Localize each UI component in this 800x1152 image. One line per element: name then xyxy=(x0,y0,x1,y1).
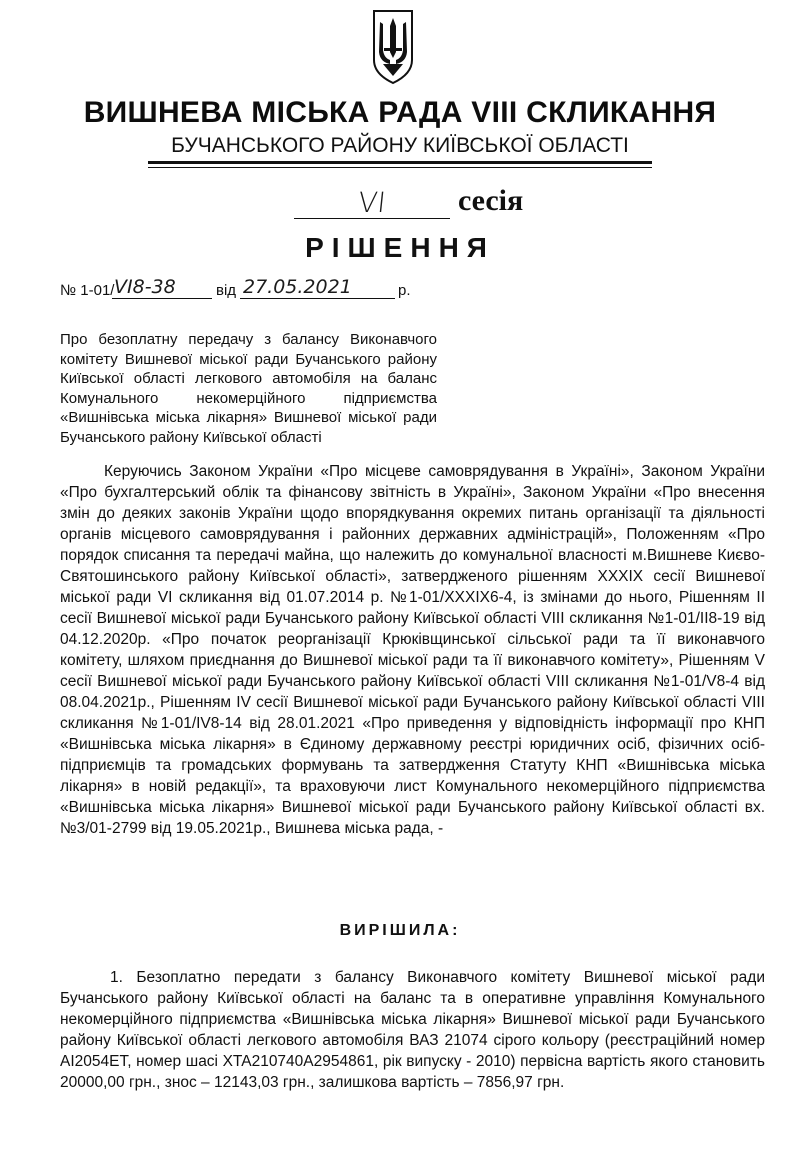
preamble-paragraph: Керуючись Законом України «Про місцеве самоврядування в Україні», Законом України «Про бухгалтерський облік та фінансову звітність в Україні», Законом України «Про внесення змін до деяких законів України щодо впорядкування окремих питань організації та діяльності органів місцевого самоврядування і районних державних адміністрацій», Положенням «Про порядок списання та передачі майна, що належить до комунальної власності м.Вишневе Києво-Святошинського району Київської області», затвердженого рішенням XXXIX сесії Вишневої міської ради VI скликання від 01.07.2014 р. №1-01/XXXIX6-4, із змінами до нього, Рішенням II сесії Вишневої міської ради Бучанського району Київської області VIII скликання №1-01/II8-19 від 04.12.2020р. «Про початок реорганізації Крюківщинської сільської ради та її виконавчого комітету, шляхом приєднання до Вишневої міської ради та її виконавчого комітету», Рішенням V сесії Вишневої міської ради Бучанського району Київської області VIII скликання №1-01/V8-4 від 08.04.2021р., Рішенням IV сесії Вишневої міської ради Бучанського району Київської області VIII скликання №1-01/IV8-14 від 28.01.2021 «Про приведення у відповідність інформації про КНП «Вишнівська міська лікарня» в Єдиному державному реєстрі юридичних осіб, фізичних осіб-підприємців та громадських формувань та затвердження Статуту КНП «Вишнівська міська лікарня» в новій редакції», та враховуючи лист Комунального некомерційного підприємства «Вишнівська міська лікарня» Вишневої міської ради Бучанського району Київської області вх. №3/01-2799 від 19.05.2021р., Вишнева міська рада, - xyxy=(60,463,765,837)
header-rule-thin xyxy=(148,167,652,168)
decision-number-underline xyxy=(112,298,212,299)
session-number: VI xyxy=(356,186,388,219)
document-title: РІШЕННЯ xyxy=(305,232,495,263)
council-name: ВИШНЕВА МІСЬКА РАДА VIII СКЛИКАННЯ xyxy=(83,96,717,129)
decision-item: 1. Безоплатно передати з балансу Виконавчого комітету Вишневої міської ради Бучанського району Київської області на баланс та в оперативне управління Комунального некомерційного підприємства «Вишнівська міська лікарня» Вишневої міської ради Бучанського району Київської області легкового автомобіля ВАЗ 21074 сірого кольору (реєстраційний номер АІ2054ЕТ, номер шасі XTA210740A2954861, рік випуску - 2010) первісна вартість якого становить 20000,00 грн., знос – 12143,03 грн., залишкова вартість – 7856,97 грн. xyxy=(60,969,765,1091)
session-label: сесія xyxy=(458,184,524,217)
decision-date: 27.05.2021 xyxy=(243,276,352,298)
session-underline xyxy=(294,218,450,219)
decision-year-suffix: р. xyxy=(398,282,411,299)
decision-number: VI8-38 xyxy=(114,276,176,298)
district-name: БУЧАНСЬКОГО РАЙОНУ КИЇВСЬКОЇ ОБЛАСТІ xyxy=(171,134,629,157)
decision-subject: Про безоплатну передачу з балансу Виконавчого комітету Вишневої міської ради Бучанського району Київської області легкового автомобіля на баланс Комунального некомерційного підприємства «Вишнівська міська лікарня» Вишневої міської ради Бучанського району Київської області xyxy=(60,331,437,446)
trident-emblem-icon xyxy=(370,8,416,86)
header-rule-thick xyxy=(148,161,652,164)
decision-date-prefix: від xyxy=(216,282,237,299)
decision-date-underline xyxy=(240,298,395,299)
decision-number-prefix: № 1-01/ xyxy=(60,282,115,299)
decided-heading: ВИРІШИЛА: xyxy=(339,922,461,939)
